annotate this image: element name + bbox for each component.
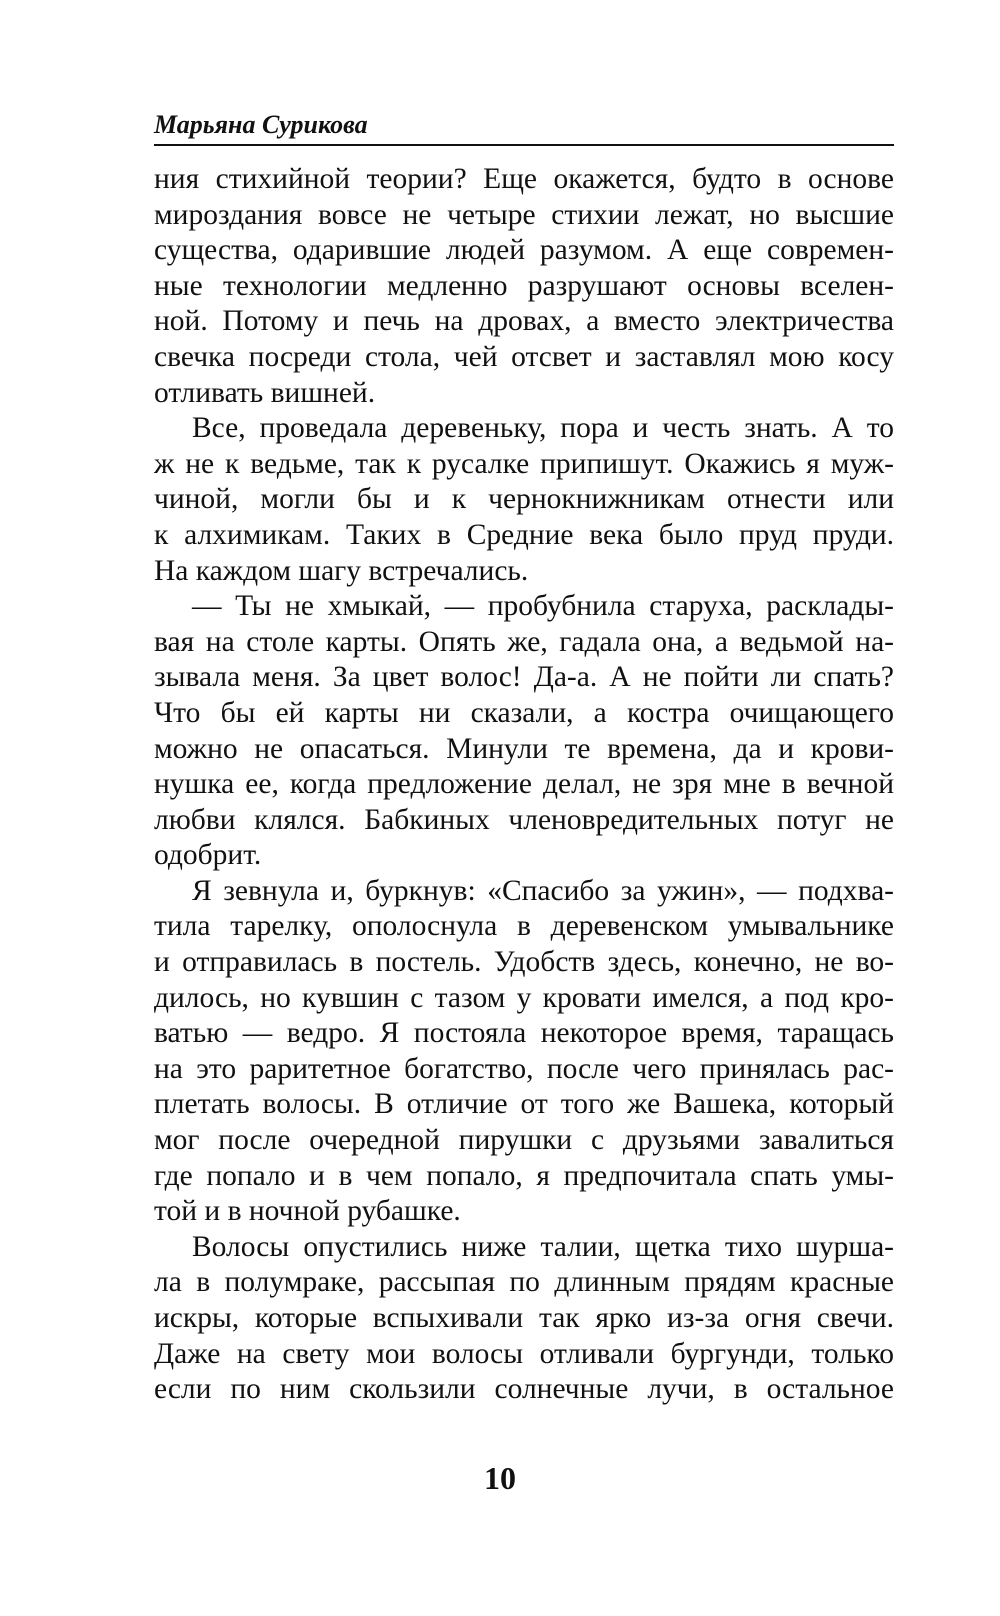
text-line: — Ты не хмыкай, — пробубнила старуха, расклады- xyxy=(192,590,894,623)
text-line: ла в полумраке, рассыпая по длинным прядям красные xyxy=(154,1266,894,1299)
text-line: ной. Потому и печь на дровах, а вместо электричества xyxy=(154,305,894,338)
text-line: тила тарелку, ополоснула в деревенском умывальнике xyxy=(154,910,894,943)
text-line: ж не к ведьме, так к русалке припишут. Окажись я муж- xyxy=(154,447,894,480)
text-line: вая на столе карты. Опять же, гадала она, а ведьмой на- xyxy=(154,625,894,658)
text-line: Я зевнула и, буркнув: «Спасибо за ужин», — подхва- xyxy=(192,874,894,907)
text-line: Волосы опустились ниже талии, щетка тихо шурша- xyxy=(192,1230,894,1263)
page-number: 10 xyxy=(484,1460,516,1496)
text-line: нушка ее, когда предложение делал, не зря мне в вечной xyxy=(154,768,894,801)
text-line: на это раритетное богатство, после чего принялась рас- xyxy=(154,1052,894,1085)
text-line: На каждом шагу встречались. xyxy=(154,554,529,587)
paragraph xyxy=(154,411,894,589)
text-line: дилось, но кувшин с тазом у кровати имелся, а под кро- xyxy=(154,981,894,1014)
text-line: зывала меня. За цвет волос! Да-а. А не пойти ли спать? xyxy=(154,661,894,694)
text-line: чиной, могли бы и к чернокнижникам отнести или xyxy=(154,483,894,516)
text-line: искры, которые вспыхивали так ярко из-за огня свечи. xyxy=(154,1302,894,1334)
text-line: той и в ночной рубашке. xyxy=(154,1195,461,1228)
body-text xyxy=(154,162,894,1408)
text-line: ватью — ведро. Я постояла некоторое время, таращась xyxy=(154,1017,894,1050)
text-line: Даже на свету мои волосы отливали бургунди, только xyxy=(154,1337,894,1370)
text-line: существа, одарившие людей разумом. А еще современ- xyxy=(154,234,894,267)
text-line: мироздания вовсе не четыре стихии лежат, но высшие xyxy=(154,198,894,231)
text-line: к алхимикам. Таких в Средние века было пруд пруди. xyxy=(154,518,894,551)
running-head-author: Марьяна Сурикова xyxy=(154,110,894,146)
text-line: можно не опасаться. Минули те времена, да и крови- xyxy=(154,732,894,765)
text-line: мог после очередной пирушки с друзьями завалиться xyxy=(154,1124,894,1157)
paragraph xyxy=(154,162,894,411)
text-line: и отправилась в постель. Удобств здесь, конечно, не во- xyxy=(154,946,894,979)
text-line: одобрит. xyxy=(154,839,262,872)
paragraph xyxy=(154,589,894,874)
text-line: если по ним скользили солнечные лучи, в остальное xyxy=(154,1373,894,1406)
book-page xyxy=(154,110,894,1408)
paragraph xyxy=(154,1230,894,1408)
text-line: свечка посреди стола, чей отсвет и заставлял мою косу xyxy=(154,340,894,373)
paragraph xyxy=(154,874,894,1230)
text-line: Что бы ей карты ни сказали, а костра очищающего xyxy=(154,696,894,729)
text-line: ния стихийной теории? Еще окажется, будто в основе xyxy=(154,163,894,195)
text-line: ные технологии медленно разрушают основы вселен- xyxy=(154,269,894,302)
text-line: плетать волосы. В отличие от того же Вашека, который xyxy=(154,1088,894,1121)
text-line: любви клялся. Бабкиных членовредительных потуг не xyxy=(154,803,894,836)
text-line: где попало и в чем попало, я предпочитала спать умы- xyxy=(154,1159,894,1192)
text-line: отливать вишней. xyxy=(154,376,376,409)
text-line: Все, проведала деревеньку, пора и честь знать. А то xyxy=(192,412,894,445)
